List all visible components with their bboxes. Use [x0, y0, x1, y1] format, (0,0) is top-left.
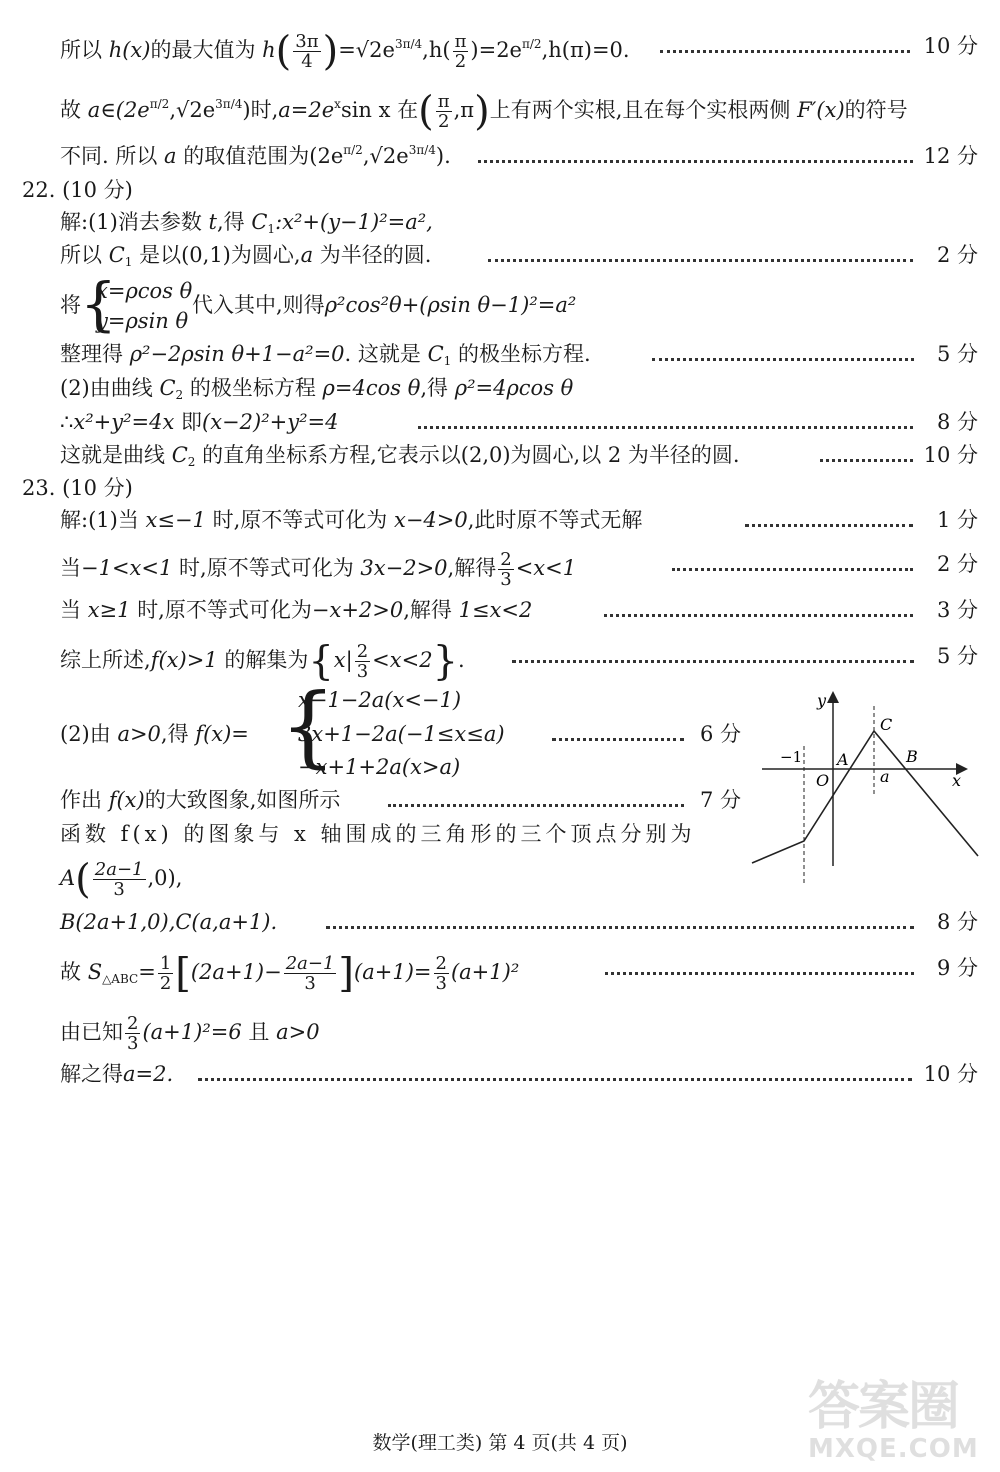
- score: 10 分: [923, 34, 978, 58]
- leader-dots: [488, 259, 913, 262]
- system-eq-1: x=ρcos θ: [96, 279, 193, 303]
- leader-dots: [652, 358, 914, 361]
- line-1-text: 所以 h(x)的最大值为 h( $\frac{3\pi}{4}$ )$=√2e^{3\pi/4},h$( $\frac{\pi}{2}$ )$=2e^{\pi/2},h(\pi)=0$.: [60, 28, 630, 75]
- leader-dots: [604, 614, 913, 617]
- leader-dots: [820, 459, 913, 462]
- score: 8 分: [936, 410, 978, 434]
- line-2-text: 故 $a\in(2e^{\pi/2},√2e^{3\pi/4})$时$,a=2e^x\sin$ x 在( $\frac{\pi}{2}$ ,π)上有两个实根,且在每个实根两侧 F′(x)的符号: [60, 88, 908, 135]
- piece-3: −x+1+2a(x>a): [298, 755, 461, 779]
- score: 2 分: [936, 243, 978, 267]
- label-y: y: [817, 691, 827, 710]
- leader-dots: [418, 426, 913, 429]
- leader-dots: [672, 568, 913, 571]
- q22-title: 22. (10 分): [22, 178, 133, 202]
- label-x: x: [952, 771, 962, 790]
- leader-dots: [388, 804, 684, 807]
- q22-line-2-text: 所以 $C_1$ 是以(0,1)为圆心,a 为半径的圆.: [60, 243, 432, 269]
- score: 5 分: [936, 644, 978, 668]
- leader-dots: [605, 972, 914, 975]
- label-C: C: [880, 715, 893, 734]
- q23-title: 23. (10 分): [22, 476, 133, 500]
- label-B: B: [906, 747, 918, 766]
- leader-dots: [326, 926, 914, 929]
- system-eq-2: y=ρsin θ: [96, 309, 189, 333]
- q22-line-3: [0, 270, 1000, 338]
- q23-line-2-text: 当−1<x<1 时,原不等式可化为 3x−2>0,解得 $\frac{2}{3}$ <x<1: [60, 549, 577, 590]
- function-graph: [750, 686, 985, 886]
- label-O: O: [816, 771, 830, 790]
- leader-dots: [660, 50, 910, 53]
- watermark-text: 答案圈: [808, 1377, 959, 1437]
- q22-line-6-text: ∴x²+y²=4x 即(x−2)²+y²=4: [60, 410, 339, 434]
- leader-dots: [198, 1078, 912, 1081]
- q22-line-7-text: 这就是曲线 $C_2$ 的直角坐标系方程,它表示以(2,0)为圆心,以 2 为半径的圆.: [60, 443, 740, 469]
- watermark: [808, 1377, 979, 1465]
- page-footer: 数学(理工类) 第 4 页(共 4 页): [372, 1432, 628, 1454]
- q22-line-3-pre: 将: [60, 293, 81, 317]
- score: 7 分: [700, 788, 742, 812]
- q22-line-4-text: 整理得 ρ²−2ρsin θ+1−a²=0. 这就是 $C_1$ 的极坐标方程.: [60, 342, 591, 368]
- q23-line-6-text: 作出 f(x)的大致图象,如图所示: [60, 788, 341, 812]
- leader-dots: [478, 160, 913, 163]
- q23-line-7-text: 函数 f(x) 的图象与 x 轴围成的三角形的三个顶点分别为: [60, 822, 696, 846]
- score: 1 分: [936, 508, 978, 532]
- q23-line-5: [0, 674, 750, 779]
- score: 2 分: [936, 552, 978, 576]
- score: 10 分: [923, 443, 978, 467]
- q23-line-5-text: (2)由 a>0,得 f(x)=: [60, 722, 249, 746]
- label-neg1: −1: [780, 748, 803, 766]
- line-3-text: 不同. 所以 a 的取值范围为$(2e^{\pi/2},√2e^{3\pi/4})$.: [60, 143, 451, 168]
- q23-line-10-text: 故 $S_{\triangle ABC}=$ $\frac{1}{2}$ [(2a+1)− $\frac{2a-1}{3}$ ](a+1)= $\frac{2}{3}$ (a+1)²: [60, 950, 520, 997]
- leader-dots: [745, 524, 913, 527]
- q23-line-9-text: B(2a+1,0),C(a,a+1).: [60, 910, 278, 934]
- q22-line-3-text: 代入其中,则得ρ²cos²θ+(ρsin θ−1)²=a²: [192, 293, 577, 317]
- piece-2: 3x+1−2a(−1≤x≤a): [298, 722, 505, 746]
- score: 9 分: [936, 956, 978, 980]
- q23-line-3-text: 当 x≥1 时,原不等式可化为−x+2>0,解得 1≤x<2: [60, 598, 533, 622]
- leader-dots: [552, 738, 684, 741]
- score: 5 分: [936, 342, 978, 366]
- piece-1: x−1−2a(x<−1): [298, 688, 462, 712]
- score: 12 分: [923, 144, 978, 168]
- q23-line-11-text: 由已知 $\frac{2}{3}$ (a+1)²=6 且 a>0: [60, 1013, 320, 1054]
- label-A: A: [837, 750, 849, 769]
- score: 6 分: [700, 722, 742, 746]
- q23-line-4-text: 综上所述,f(x)>1 的解集为{x| $\frac{2}{3}$ <x<2}.: [60, 638, 465, 685]
- leader-dots: [512, 660, 914, 663]
- piecewise-brace: {: [280, 674, 336, 777]
- system-brace: {: [80, 270, 117, 338]
- score: 10 分: [923, 1062, 978, 1086]
- q23-line-12-text: 解之得a=2.: [60, 1062, 174, 1086]
- q23-line-1-text: 解:(1)当 x≤−1 时,原不等式可化为 x−4>0,此时原不等式无解: [60, 508, 643, 532]
- watermark-url: MXQE.COM: [808, 1434, 979, 1464]
- label-a: a: [880, 767, 890, 786]
- q23-line-8-text: A( $\frac{2a-1}{3}$ ,0),: [60, 856, 183, 903]
- q22-line-5-text: (2)由曲线 $C_2$ 的极坐标方程 ρ=4cos θ,得 ρ²=4ρcos θ: [60, 376, 574, 402]
- score: 8 分: [936, 910, 978, 934]
- score: 3 分: [936, 598, 978, 622]
- q22-line-1-text: 解:(1)消去参数 t,得 $C_1:x^2+(y-1)^2=a^2$,: [60, 210, 433, 236]
